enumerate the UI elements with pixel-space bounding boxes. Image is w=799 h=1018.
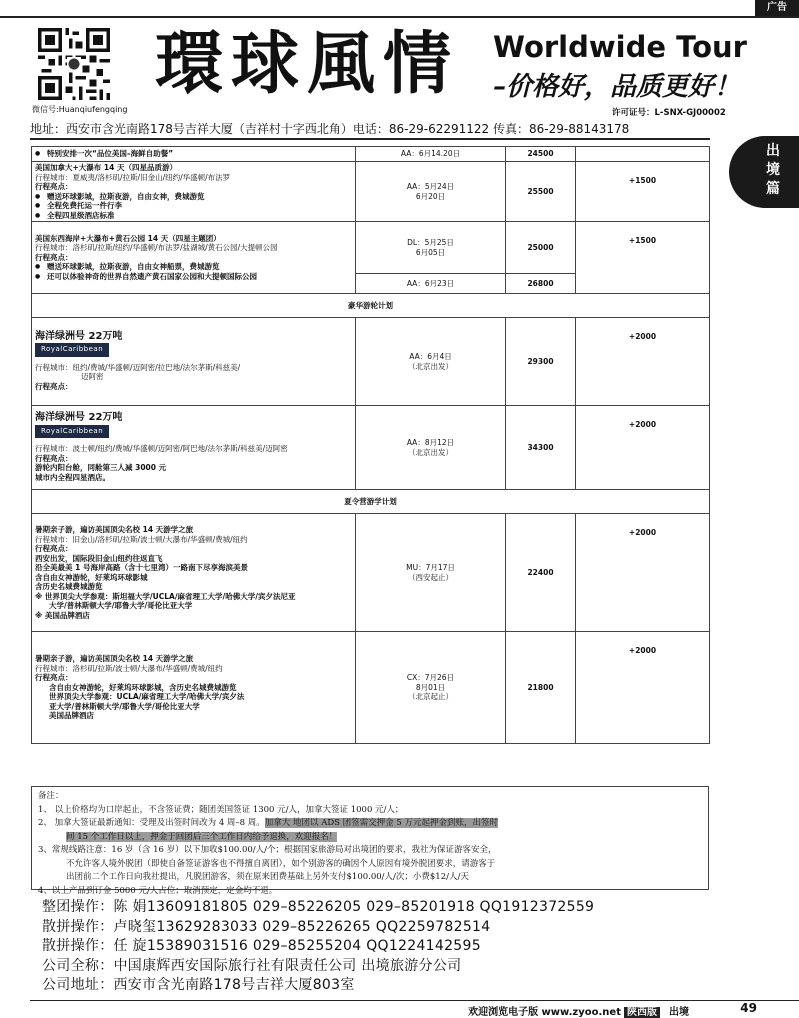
itinerary-line: 行程城市：波士顿/纽约/费城/华盛顿/迈阿密/阿巴地/法尔茅斯/科兹美/迈阿密: [35, 444, 288, 453]
cruise-line-logo: RoyalCaribbean: [35, 425, 109, 439]
single-supplement: +1500: [576, 222, 710, 294]
single-supplement: +2000: [576, 514, 710, 632]
itinerary-line: 暑期亲子游，遍访美国顶尖名校 14 天游学之旅: [35, 654, 194, 664]
footer-rule: [30, 1000, 799, 1001]
departure-dates: [356, 318, 506, 406]
tour-price: 25000: [506, 222, 576, 274]
tour-description: [32, 222, 356, 294]
date-line: （北京出发）: [408, 447, 453, 457]
itinerary-line: 游轮内阳台舱，同舱第三人减 3000 元: [35, 463, 167, 472]
itinerary-line: 迈阿密: [81, 372, 104, 382]
tour-description: [32, 147, 356, 162]
date-line: AA：6月23日: [406, 278, 455, 288]
single-supplement: +2000: [576, 406, 710, 490]
itinerary-line: ● 赠送环球影城，拉斯夜游，自由女神，费城游览: [35, 192, 352, 202]
itinerary-line: 行程亮点：: [35, 252, 73, 262]
tour-price: 26800: [506, 274, 576, 294]
itinerary-line: 含自由女神游轮，好莱坞环球影城: [35, 572, 148, 582]
departure-dates: [356, 406, 506, 490]
itinerary-line: ● 特别安排一次“品位美国–海鲜自助餐”: [35, 149, 352, 159]
itinerary-line: 行程城市：洛杉矶/拉斯/纽约/华盛顿/布法罗/盐湖城/黄石公园/大提顿公园: [35, 243, 278, 253]
date-line: CX：7月26日: [406, 673, 455, 683]
note-3-cont-b: 出团前二个工作日向我社提出，凡脱团游客，须在原来团费基础上另外支付$100.00/人/次；小费$12/人/天: [66, 872, 469, 882]
itinerary-line: ※ 世界顶尖大学参观：斯坦福大学/UCLA/麻省理工大学/哈佛大学/宾夕法尼亚: [35, 591, 296, 601]
cruise-line-logo: RoyalCaribbean: [35, 343, 109, 357]
ship-name: 海洋绿洲号 22万吨: [35, 330, 123, 342]
itinerary-line: 沿全美最美 1 号海岸高路（含十七里湾）一路南下尽享海滨美景: [35, 563, 248, 572]
note-1: 1、 以上价格均为口岸起止，不含签证费；随团美国签证 1300 元/人，加拿大签证 1000 元/人；: [38, 804, 404, 815]
date-line: （西安起止）: [408, 572, 453, 582]
note-2-cont: 间 15 个工作日以上，押金于回团后三个工作日内给予退换，欢迎报名！: [66, 831, 338, 842]
itinerary-line: 美国东西海岸+大瀑布+黄石公园 14 天（四星主题团）: [35, 233, 221, 243]
ship-name: 海洋绿洲号 22万吨: [35, 412, 123, 423]
footer-url[interactable]: 欢迎浏览电子版 www.zyoo.net: [468, 1007, 621, 1018]
itinerary-line: 行程城市：旧金山/洛杉矶/拉斯/波士顿/大瀑布/华盛顿/费城/纽约: [35, 534, 248, 544]
itinerary-line: ● 全程四星级酒店标准: [35, 211, 352, 221]
contact-line: 散拼操作：卢晓玺13629283033 029–85226265 QQ2259782514: [42, 918, 491, 935]
address-rule: [30, 138, 710, 140]
tour-row: [32, 514, 710, 632]
header: [30, 22, 747, 118]
ad-tag: 广告: [755, 0, 799, 16]
qr-code-icon: [38, 28, 110, 100]
itinerary-line: 西安出发，国际段旧金山纽约往返直飞: [35, 553, 163, 563]
itinerary-line: 行程亮点：: [35, 381, 73, 391]
tour-row: [32, 632, 710, 744]
section-tab: [729, 136, 799, 208]
contacts: [42, 898, 702, 996]
company-address: 公司地址：西安市含光南路178号吉祥大厦803室: [42, 977, 355, 993]
itinerary-line: 行程亮点：: [35, 673, 73, 683]
tour-price: 21800: [506, 632, 576, 744]
itinerary-line: ● 全程免费托运一件行李: [35, 201, 352, 211]
section-row: [32, 294, 710, 318]
section-tab-label: 出 境 篇: [766, 143, 780, 197]
tour-row: [32, 222, 710, 274]
license-number: 许可证号：L-SNX-GJ00002: [612, 108, 726, 118]
tour-price: 25500: [506, 162, 576, 222]
top-rule: [0, 16, 799, 18]
itinerary-line: 亚大学/普林斯顿大学/耶鲁大学/哥伦比亚大学: [49, 701, 200, 711]
date-line: AA：5月24日: [406, 182, 455, 191]
itinerary-line: 行程亮点：: [35, 182, 73, 191]
edition-badge: 陕西版: [624, 1007, 660, 1018]
itinerary-line: 行程亮点：: [35, 453, 73, 463]
itinerary-line: 美国品牌酒店: [49, 711, 94, 721]
notes-title: 备注：: [38, 791, 64, 801]
section-row: [32, 490, 710, 514]
contact-line: 整团操作：陈 娟13609181805 029–85226205 029–85201918 QQ1912372559: [42, 899, 595, 915]
english-title: Worldwide Tour: [493, 30, 747, 64]
itinerary-line: 行程城市：洛杉矶/拉斯/波士顿/大瀑布/华盛顿/费城/纽约: [35, 663, 223, 673]
date-line: AA：8月12日: [406, 438, 455, 447]
address-bar: 地址：西安市含光南路178号吉祥大厦（吉祥村十字西北角）电话：86-29-62291122 传真：86-29-88143178: [30, 122, 630, 136]
tour-row: [32, 147, 710, 162]
footer: [468, 1003, 689, 1018]
note-3: 3、常规线路注意：16 岁（含 16 岁）以下加收$100.00/人/个；根据国家旅游局对出境团的要求，我社为保证游客安全，: [38, 845, 497, 855]
itinerary-line: 含自由女神游轮，好莱坞环球影城，含历史名城费城游览: [49, 682, 237, 692]
departure-dates: [356, 162, 506, 222]
tour-price: 34300: [506, 406, 576, 490]
company-name: 公司全称：中国康辉西安国际旅行社有限责任公司 出境旅游分公司: [42, 957, 462, 974]
date-line: （北京出发）: [408, 361, 453, 371]
tour-description: [32, 406, 356, 490]
itinerary-line: 含历史名城费城游览: [35, 582, 103, 591]
cruise-logo: [35, 425, 352, 439]
note-2: 2、 加拿大签证最新通知：受理及出签时间改为 4 周–8 周。加拿大 地团以 ADS 团签需交押金 5 万元起押金到账，出签时: [38, 818, 498, 828]
note-3-cont-a: 不允许客人境外脱团（即使自备签证游客也不得擅自离团），如个别游客的确因个人原因有境外脱团要求，请游客于: [66, 858, 496, 869]
date-line: DL：5月25日: [407, 238, 454, 247]
itinerary-line: 城市内全程四星酒店。: [35, 472, 110, 482]
tour-description: [32, 162, 356, 222]
itinerary-line: ※ 美国品牌酒店: [35, 610, 90, 620]
itinerary-line: ● 赠送环球影城，拉斯夜游，自由女神船票，费城游览: [35, 262, 352, 272]
contact-line: 散拼操作：任 旋15389031516 029–85255204 QQ1224142595: [42, 938, 481, 954]
tour-row: [32, 318, 710, 406]
date-line: 6月05日: [415, 247, 446, 257]
wechat-id: 微信号:Huanqiufengqing: [32, 105, 128, 114]
page-number: 49: [740, 1001, 757, 1015]
cruise-logo: [35, 343, 352, 357]
itinerary-line: 行程城市：纽约/费城/华盛顿/迈阿密/拉巴地/法尔茅斯/科兹美/: [35, 362, 241, 372]
single-supplement: [576, 147, 710, 162]
tour-description: [32, 318, 356, 406]
single-supplement: +2000: [576, 632, 710, 744]
departure-dates: [356, 514, 506, 632]
departure-dates: [356, 147, 506, 162]
date-line: MU：7月17日: [406, 563, 455, 572]
itinerary-line: 暑期亲子游，遍访美国顶尖名校 14 天游学之旅: [35, 525, 194, 534]
date-line: AA：6月14.20日: [400, 149, 461, 159]
date-line: （北京起止）: [408, 692, 453, 702]
footer-section: 出境: [669, 1007, 689, 1018]
tour-row: [32, 162, 710, 222]
itinerary-line: 世界顶尖大学参观：UCLA/麻省理工大学/哈佛大学/宾夕法: [49, 692, 245, 702]
tour-price: 29300: [506, 318, 576, 406]
single-supplement: +1500: [576, 162, 710, 222]
itinerary-line: 行程亮点：: [35, 544, 73, 553]
date-line: 8月01日: [415, 682, 446, 692]
departure-dates: [356, 274, 506, 294]
tour-price: 22400: [506, 514, 576, 632]
tour-description: [32, 632, 356, 744]
tour-row: [32, 406, 710, 490]
itinerary-line: 行程城市：夏威夷/洛杉矶/拉斯/旧金山/纽约/华盛顿/布法罗: [35, 172, 231, 182]
section-cruise-title: 豪华游轮计划: [32, 294, 710, 318]
itinerary-line: 美国加拿大+大瀑布 14 天（四星品质游）: [35, 163, 177, 172]
slogan: –价格好，品质更好！: [493, 72, 741, 102]
brand-title: 環球風情: [155, 24, 460, 104]
tour-description: [32, 514, 356, 632]
tour-price-table: [31, 146, 710, 744]
single-supplement: +2000: [576, 318, 710, 406]
itinerary-line: ● 还可以体验神奇的世界自然遗产黄石国家公园和大提顿国际公园: [35, 272, 352, 282]
date-line: 6月20日: [415, 191, 446, 201]
departure-dates: [356, 222, 506, 274]
notes-box: [31, 786, 709, 896]
date-line: AA：6月4日: [409, 352, 452, 361]
note-4: 4、以上产品到订金 5000 元/人占位；取消预定，定金均不退。: [38, 885, 278, 896]
departure-dates: [356, 632, 506, 744]
itinerary-line: 大学/普林斯顿大学/耶鲁大学/哥伦比亚大学: [49, 601, 193, 610]
tour-price: 24500: [506, 147, 576, 162]
section-summer-title: 夏令营游学计划: [32, 490, 710, 514]
